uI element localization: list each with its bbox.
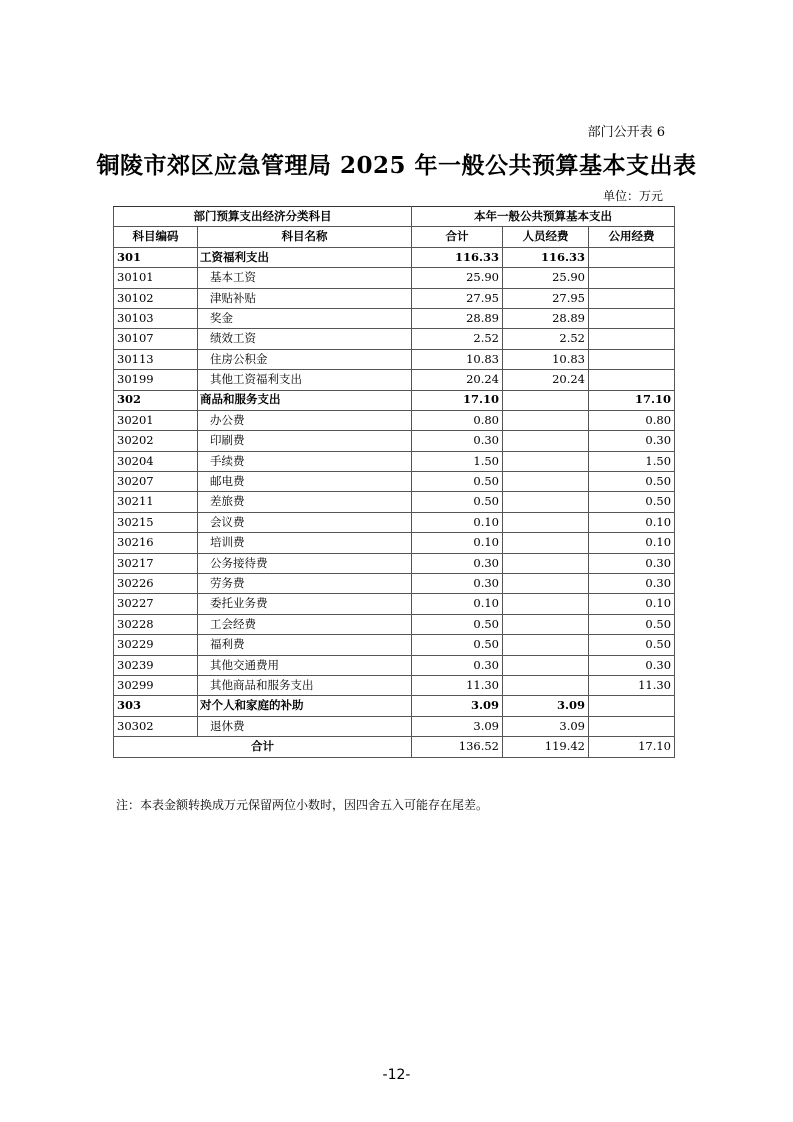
row-name: 办公费 <box>198 410 412 430</box>
row-personnel: 2.52 <box>503 329 589 349</box>
total-personnel: 119.42 <box>503 737 589 757</box>
row-public: 11.30 <box>589 675 675 695</box>
row-name: 奖金 <box>198 308 412 328</box>
unit-label: 单位：万元 <box>602 189 663 203</box>
row-code: 30103 <box>114 308 198 328</box>
row-public <box>589 268 675 288</box>
row-code: 30229 <box>114 635 198 655</box>
table-row <box>114 308 675 328</box>
total-label: 合计 <box>114 737 412 757</box>
table-row <box>114 492 675 512</box>
row-total: 0.50 <box>412 614 503 634</box>
row-code: 30227 <box>114 594 198 614</box>
row-code: 30239 <box>114 655 198 675</box>
row-code: 301 <box>114 247 198 267</box>
row-personnel <box>503 410 589 430</box>
row-total: 2.52 <box>412 329 503 349</box>
page-number: -12- <box>382 1067 411 1083</box>
row-public: 0.30 <box>589 655 675 675</box>
row-personnel: 25.90 <box>503 268 589 288</box>
header-personnel: 人员经费 <box>503 227 589 247</box>
row-total: 28.89 <box>412 308 503 328</box>
row-total: 25.90 <box>412 268 503 288</box>
row-total: 20.24 <box>412 370 503 390</box>
row-name: 其他商品和服务支出 <box>198 675 412 695</box>
row-total: 3.09 <box>412 696 503 716</box>
row-name: 邮电费 <box>198 472 412 492</box>
row-public: 0.50 <box>589 635 675 655</box>
table-row <box>114 655 675 675</box>
total-sum: 136.52 <box>412 737 503 757</box>
row-code: 30207 <box>114 472 198 492</box>
row-total: 0.30 <box>412 553 503 573</box>
table-row <box>114 472 675 492</box>
row-personnel <box>503 675 589 695</box>
table-row <box>114 268 675 288</box>
row-total: 11.30 <box>412 675 503 695</box>
row-code: 30102 <box>114 288 198 308</box>
row-public <box>589 247 675 267</box>
row-personnel: 116.33 <box>503 247 589 267</box>
row-public: 0.50 <box>589 472 675 492</box>
row-public: 1.50 <box>589 451 675 471</box>
row-public <box>589 696 675 716</box>
row-name: 公务接待费 <box>198 553 412 573</box>
header-total: 合计 <box>412 227 503 247</box>
header-expenditure-group: 本年一般公共预算基本支出 <box>412 207 675 227</box>
row-total: 0.10 <box>412 533 503 553</box>
row-public <box>589 716 675 736</box>
row-name: 对个人和家庭的补助 <box>198 696 412 716</box>
row-name: 工资福利支出 <box>198 247 412 267</box>
row-public: 0.10 <box>589 594 675 614</box>
row-code: 30204 <box>114 451 198 471</box>
row-code: 302 <box>114 390 198 410</box>
row-personnel <box>503 431 589 451</box>
row-code: 30113 <box>114 349 198 369</box>
table-row <box>114 247 675 267</box>
row-name: 手续费 <box>198 451 412 471</box>
row-public: 0.30 <box>589 574 675 594</box>
row-personnel <box>503 635 589 655</box>
row-code: 30101 <box>114 268 198 288</box>
row-total: 0.50 <box>412 472 503 492</box>
footnote: 注：本表金额转换成万元保留两位小数时，因四舍五入可能存在尾差。 <box>116 798 489 812</box>
row-personnel <box>503 533 589 553</box>
row-personnel: 3.09 <box>503 696 589 716</box>
row-code: 30299 <box>114 675 198 695</box>
row-name: 绩效工资 <box>198 329 412 349</box>
row-public <box>589 288 675 308</box>
table-header-row <box>114 227 675 247</box>
row-personnel: 27.95 <box>503 288 589 308</box>
row-public <box>589 308 675 328</box>
row-total: 0.80 <box>412 410 503 430</box>
table-row <box>114 533 675 553</box>
table-number-label: 部门公开表 6 <box>587 125 665 140</box>
row-personnel <box>503 594 589 614</box>
table-row <box>114 512 675 532</box>
row-code: 30201 <box>114 410 198 430</box>
row-personnel <box>503 614 589 634</box>
row-name: 工会经费 <box>198 614 412 634</box>
row-name: 劳务费 <box>198 574 412 594</box>
row-total: 0.30 <box>412 574 503 594</box>
header-code: 科目编码 <box>114 227 198 247</box>
row-total: 0.50 <box>412 635 503 655</box>
row-total: 0.10 <box>412 594 503 614</box>
row-public <box>589 349 675 369</box>
row-name: 住房公积金 <box>198 349 412 369</box>
row-name: 其他交通费用 <box>198 655 412 675</box>
header-name: 科目名称 <box>198 227 412 247</box>
row-code: 30199 <box>114 370 198 390</box>
row-total: 0.30 <box>412 431 503 451</box>
row-name: 差旅费 <box>198 492 412 512</box>
row-total: 0.10 <box>412 512 503 532</box>
row-code: 30226 <box>114 574 198 594</box>
header-classification-group: 部门预算支出经济分类科目 <box>114 207 412 227</box>
table-row <box>114 574 675 594</box>
table-row <box>114 349 675 369</box>
table-total-row <box>114 737 675 757</box>
table-row <box>114 716 675 736</box>
row-public: 0.30 <box>589 431 675 451</box>
row-public: 0.80 <box>589 410 675 430</box>
row-total: 17.10 <box>412 390 503 410</box>
row-total: 1.50 <box>412 451 503 471</box>
row-code: 30107 <box>114 329 198 349</box>
row-personnel <box>503 655 589 675</box>
page-title: 铜陵市郊区应急管理局 2025 年一般公共预算基本支出表 <box>96 152 697 179</box>
row-personnel <box>503 390 589 410</box>
row-code: 303 <box>114 696 198 716</box>
table-row <box>114 696 675 716</box>
row-public: 0.50 <box>589 492 675 512</box>
row-name: 委托业务费 <box>198 594 412 614</box>
budget-table <box>113 206 675 758</box>
row-code: 30202 <box>114 431 198 451</box>
row-public: 17.10 <box>589 390 675 410</box>
row-name: 基本工资 <box>198 268 412 288</box>
row-personnel <box>503 512 589 532</box>
row-name: 津贴补贴 <box>198 288 412 308</box>
row-name: 其他工资福利支出 <box>198 370 412 390</box>
row-public: 0.10 <box>589 512 675 532</box>
row-personnel <box>503 492 589 512</box>
row-name: 福利费 <box>198 635 412 655</box>
table-body <box>114 247 675 757</box>
table-row <box>114 553 675 573</box>
table-row <box>114 451 675 471</box>
row-name: 培训费 <box>198 533 412 553</box>
row-code: 30215 <box>114 512 198 532</box>
row-personnel <box>503 451 589 471</box>
row-public: 0.50 <box>589 614 675 634</box>
row-code: 30302 <box>114 716 198 736</box>
table-row <box>114 390 675 410</box>
row-code: 30211 <box>114 492 198 512</box>
table-row <box>114 431 675 451</box>
row-code: 30228 <box>114 614 198 634</box>
row-name: 商品和服务支出 <box>198 390 412 410</box>
row-code: 30217 <box>114 553 198 573</box>
row-total: 116.33 <box>412 247 503 267</box>
row-personnel <box>503 472 589 492</box>
row-public: 0.30 <box>589 553 675 573</box>
row-personnel: 3.09 <box>503 716 589 736</box>
row-code: 30216 <box>114 533 198 553</box>
row-total: 3.09 <box>412 716 503 736</box>
row-total: 10.83 <box>412 349 503 369</box>
table-row <box>114 675 675 695</box>
table-row <box>114 329 675 349</box>
row-personnel <box>503 574 589 594</box>
table-row <box>114 594 675 614</box>
table-row <box>114 635 675 655</box>
table-header-group-row <box>114 207 675 227</box>
row-total: 27.95 <box>412 288 503 308</box>
total-public: 17.10 <box>589 737 675 757</box>
row-name: 退休费 <box>198 716 412 736</box>
row-name: 印刷费 <box>198 431 412 451</box>
header-public: 公用经费 <box>589 227 675 247</box>
row-public: 0.10 <box>589 533 675 553</box>
row-total: 0.30 <box>412 655 503 675</box>
row-personnel: 28.89 <box>503 308 589 328</box>
row-total: 0.50 <box>412 492 503 512</box>
table-row <box>114 614 675 634</box>
row-personnel <box>503 553 589 573</box>
row-name: 会议费 <box>198 512 412 532</box>
table-row <box>114 288 675 308</box>
row-public <box>589 370 675 390</box>
row-personnel: 20.24 <box>503 370 589 390</box>
table-row <box>114 410 675 430</box>
row-personnel: 10.83 <box>503 349 589 369</box>
table-row <box>114 370 675 390</box>
row-public <box>589 329 675 349</box>
